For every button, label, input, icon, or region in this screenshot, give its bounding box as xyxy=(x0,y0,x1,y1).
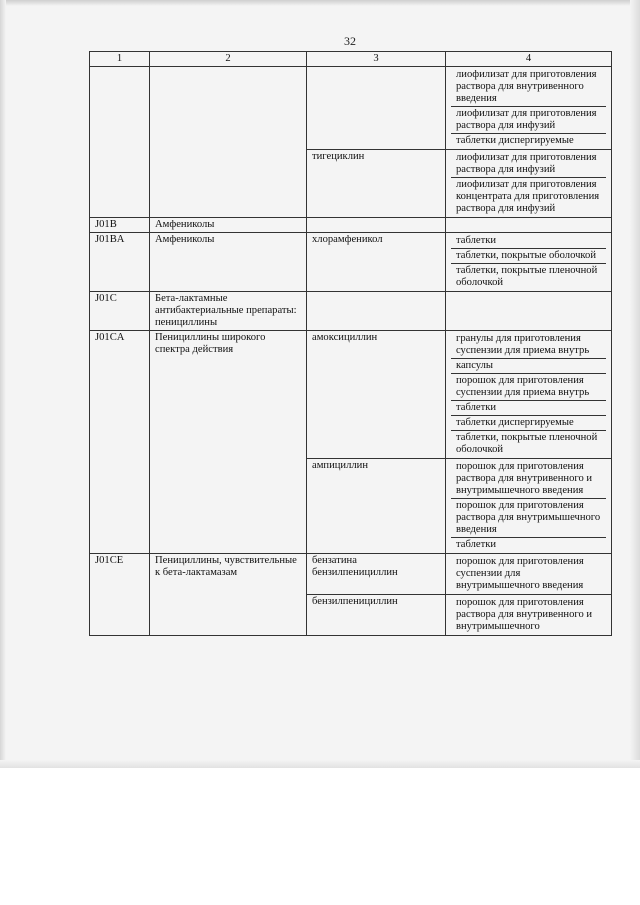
drug-name-cell: ампициллин xyxy=(307,459,446,554)
dosage-form: лиофилизат для приготовления раствора для внутривенного введения xyxy=(456,69,597,104)
scan-edge-top xyxy=(0,0,640,6)
drug-name-cell xyxy=(307,67,446,150)
table-row xyxy=(90,233,612,292)
dosage-form: таблетки xyxy=(451,400,606,415)
drug-name-cell: амоксициллин xyxy=(307,331,446,459)
dosage-form: таблетки xyxy=(451,537,606,552)
dosage-form: таблетки, покрытые пленочной оболочкой xyxy=(451,430,606,457)
atc-code-cell: J01BA xyxy=(90,233,150,292)
table-header-row xyxy=(90,52,612,67)
group-name-cell: Пенициллины широкого спектра действия xyxy=(150,331,307,554)
dosage-form: таблетки xyxy=(456,235,497,246)
group-name-cell: Амфениколы xyxy=(150,233,307,292)
group-name-cell: Амфениколы xyxy=(150,218,307,233)
drug-name-cell: бензилпенициллин xyxy=(307,595,446,636)
dosage-form: таблетки диспергируемые xyxy=(451,133,606,148)
drug-name-cell: хлорамфеникол xyxy=(307,233,446,292)
header-cell-2: 2 xyxy=(150,52,307,67)
dosage-forms-cell xyxy=(446,554,612,595)
table-row xyxy=(90,292,612,331)
dosage-form: порошок для приготовления раствора для внутривенного и внутримышечного xyxy=(456,597,593,632)
dosage-form: порошок для приготовления раствора для внутривенного и внутримышечного введения xyxy=(456,461,593,496)
atc-code-cell: J01C xyxy=(90,292,150,331)
dosage-forms-cell xyxy=(446,233,612,292)
drug-table xyxy=(89,51,612,636)
drug-name-cell: тигециклин xyxy=(307,150,446,218)
dosage-forms-cell xyxy=(446,67,612,150)
dosage-form: порошок для приготовления суспензии для внутримышечного введения xyxy=(456,556,584,591)
group-name-cell: Бета-лактамные антибактериальные препараты: пенициллины xyxy=(150,292,307,331)
atc-code-cell: J01CE xyxy=(90,554,150,636)
table-row xyxy=(90,218,612,233)
dosage-form: лиофилизат для приготовления раствора для инфузий xyxy=(456,152,597,175)
dosage-form: таблетки, покрытые оболочкой xyxy=(451,248,606,263)
group-name-cell xyxy=(150,67,307,218)
dosage-forms-cell xyxy=(446,292,612,331)
table-row xyxy=(90,67,612,150)
header-cell-1: 1 xyxy=(90,52,150,67)
drug-name-cell: бензатина бензилпенициллин xyxy=(307,554,446,595)
page-number: 32 xyxy=(344,34,356,48)
dosage-forms-cell xyxy=(446,459,612,554)
dosage-forms-cell xyxy=(446,331,612,459)
scan-edge-left xyxy=(0,0,6,768)
dosage-form: гранулы для приготовления суспензии для приема внутрь xyxy=(456,333,590,356)
dosage-form: порошок для приготовления суспензии для приема внутрь xyxy=(451,373,606,400)
scan-edge-bottom xyxy=(0,760,640,768)
scan-edge-right xyxy=(630,0,640,768)
atc-code-cell: J01B xyxy=(90,218,150,233)
dosage-form: капсулы xyxy=(451,358,606,373)
dosage-forms-cell xyxy=(446,595,612,636)
table-row xyxy=(90,554,612,595)
drug-name-cell xyxy=(307,292,446,331)
dosage-form: лиофилизат для приготовления раствора для инфузий xyxy=(451,106,606,133)
header-cell-3: 3 xyxy=(307,52,446,67)
group-name-cell: Пенициллины, чувствительные к бета-лактамазам xyxy=(150,554,307,636)
dosage-form: лиофилизат для приготовления концентрата для приготовления раствора для инфузий xyxy=(451,177,606,216)
header-cell-4: 4 xyxy=(446,52,612,67)
drug-name-cell xyxy=(307,218,446,233)
atc-code-cell: J01CA xyxy=(90,331,150,554)
dosage-forms-cell xyxy=(446,150,612,218)
dosage-form: таблетки диспергируемые xyxy=(451,415,606,430)
dosage-form: порошок для приготовления раствора для внутримышечного введения xyxy=(451,498,606,537)
table-row xyxy=(90,331,612,459)
dosage-forms-cell xyxy=(446,218,612,233)
atc-code-cell xyxy=(90,67,150,218)
dosage-form: таблетки, покрытые пленочной оболочкой xyxy=(451,263,606,290)
